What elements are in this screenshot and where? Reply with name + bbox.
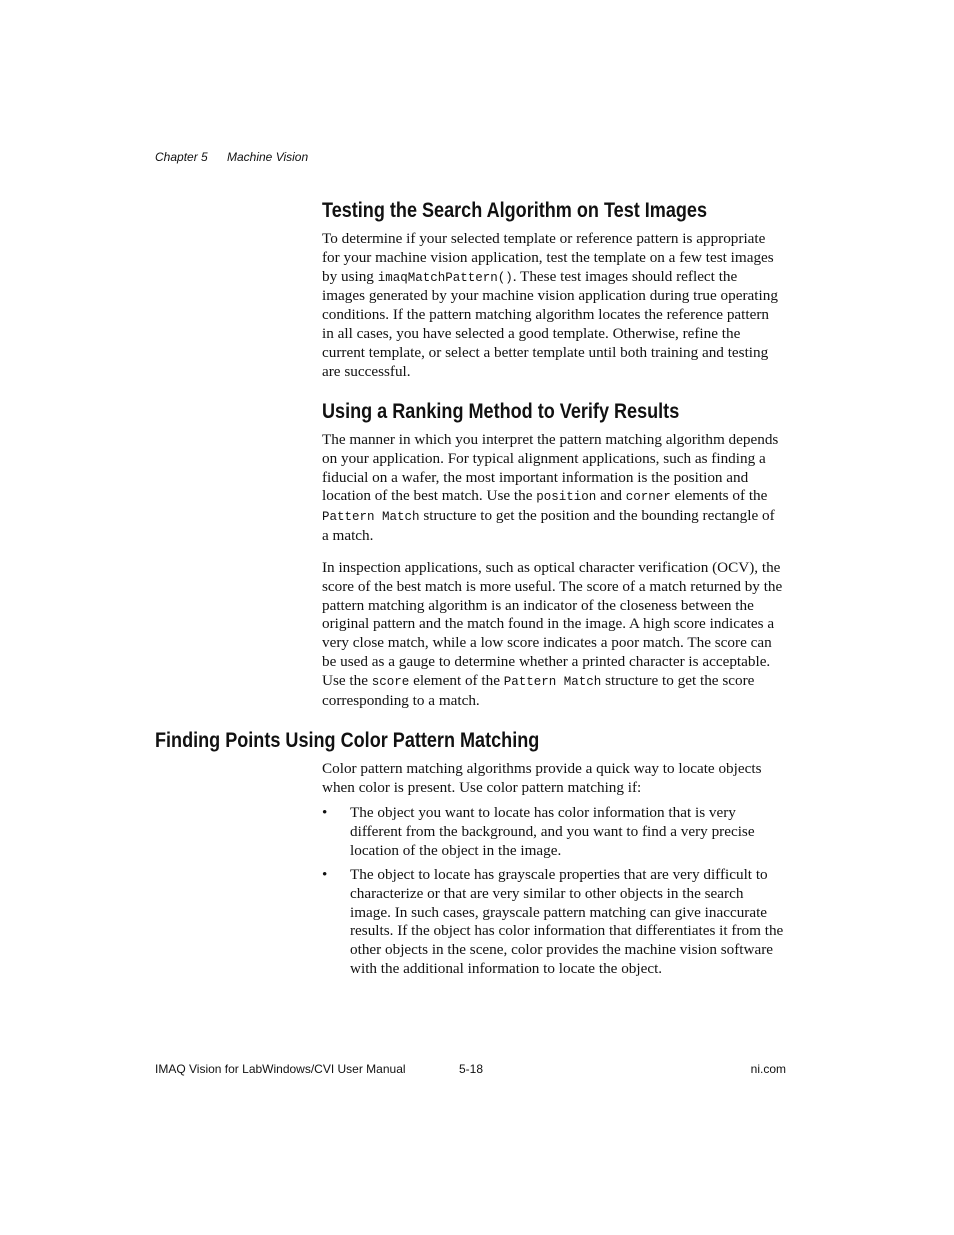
text-span: The manner in which you interpret the pattern matching algorithm depends on your application. For typical alignment applications, such as finding a fiducial on a wafer, the most important information is the position and location of the best match. Use the xyxy=(322,431,779,505)
pattern-match-structure-code: Pattern Match xyxy=(322,510,420,525)
bullet-icon: • xyxy=(322,866,328,883)
pattern-match-structure-code: Pattern Match xyxy=(503,674,602,689)
paragraph-color-pattern-intro xyxy=(322,760,784,798)
text-span: To determine if your selected template or reference pattern is appropriate for your machine vision application, test the template on a few test images by using xyxy=(322,230,774,285)
bullet-list-item-1 xyxy=(322,804,784,860)
section-heading-ranking-method: Using a Ranking Method to Verify Results xyxy=(322,400,680,423)
list-item xyxy=(322,866,784,979)
text-span: elements of the xyxy=(670,487,768,505)
paragraph-inspection-applications xyxy=(322,559,784,710)
bullet-list-item-2 xyxy=(322,866,784,979)
text-span: and xyxy=(596,487,626,505)
text-span: In inspection applications, such as optical character verification (OCV), the score of the best match is more useful. The score of a match returned by the pattern matching algorithm is an indicator of the closeness between the original pattern and the match found in the image. A high score indicates a very close match, while a low score indicates a poor match. The score can be used as a gauge to determine whether a printed character is acceptable. Use the xyxy=(322,559,783,689)
section-heading-color-pattern-matching: Finding Points Using Color Pattern Matching xyxy=(155,729,540,752)
chapter-title: Machine Vision xyxy=(227,150,309,164)
running-header xyxy=(155,150,308,164)
paragraph-testing-search-algorithm xyxy=(322,230,784,381)
text-span: structure to get the score corresponding to a match. xyxy=(322,671,755,709)
text-span: Color pattern matching algorithms provide a quick way to locate objects when color is present. Use color pattern matching if: xyxy=(322,760,762,796)
chapter-label: Chapter 5 xyxy=(155,150,208,164)
list-item xyxy=(322,804,784,860)
score-element-code: score xyxy=(371,674,410,689)
page-number: 5-18 xyxy=(459,1062,484,1076)
manual-title: IMAQ Vision for LabWindows/CVI User Manual xyxy=(155,1062,406,1076)
bullet-icon: • xyxy=(322,804,328,821)
list-item-text: The object you want to locate has color information that is very different from the background, and you want to find a very precise location of the object in the image. xyxy=(350,804,755,859)
corner-element-code: corner xyxy=(625,490,671,505)
text-span: . These test images should reflect the images generated by your machine vision application during true operating conditions. If the pattern matching algorithm locates the reference pattern in all cases, you have selected a good template. Otherwise, refine the current template, or select a better template until both training and testing are successful. xyxy=(322,267,778,380)
function-name-code: imaqMatchPattern() xyxy=(377,270,513,285)
list-item-text: The object to locate has grayscale properties that are very difficult to characterize or that are very similar to other objects in the search image. In such cases, grayscale pattern matching can give inaccurate results. If the object has color information that differentiates it from the other objects in the scene, color provides the machine vision software with the additional information to locate the object. xyxy=(350,866,784,977)
text-span: structure to get the position and the bounding rectangle of a match. xyxy=(322,507,775,544)
section-heading-testing-search-algorithm: Testing the Search Algorithm on Test Images xyxy=(322,199,708,222)
position-element-code: position xyxy=(536,490,597,505)
website-link[interactable]: ni.com xyxy=(750,1062,786,1076)
paragraph-alignment-applications xyxy=(322,431,784,546)
text-span: element of the xyxy=(409,671,504,689)
